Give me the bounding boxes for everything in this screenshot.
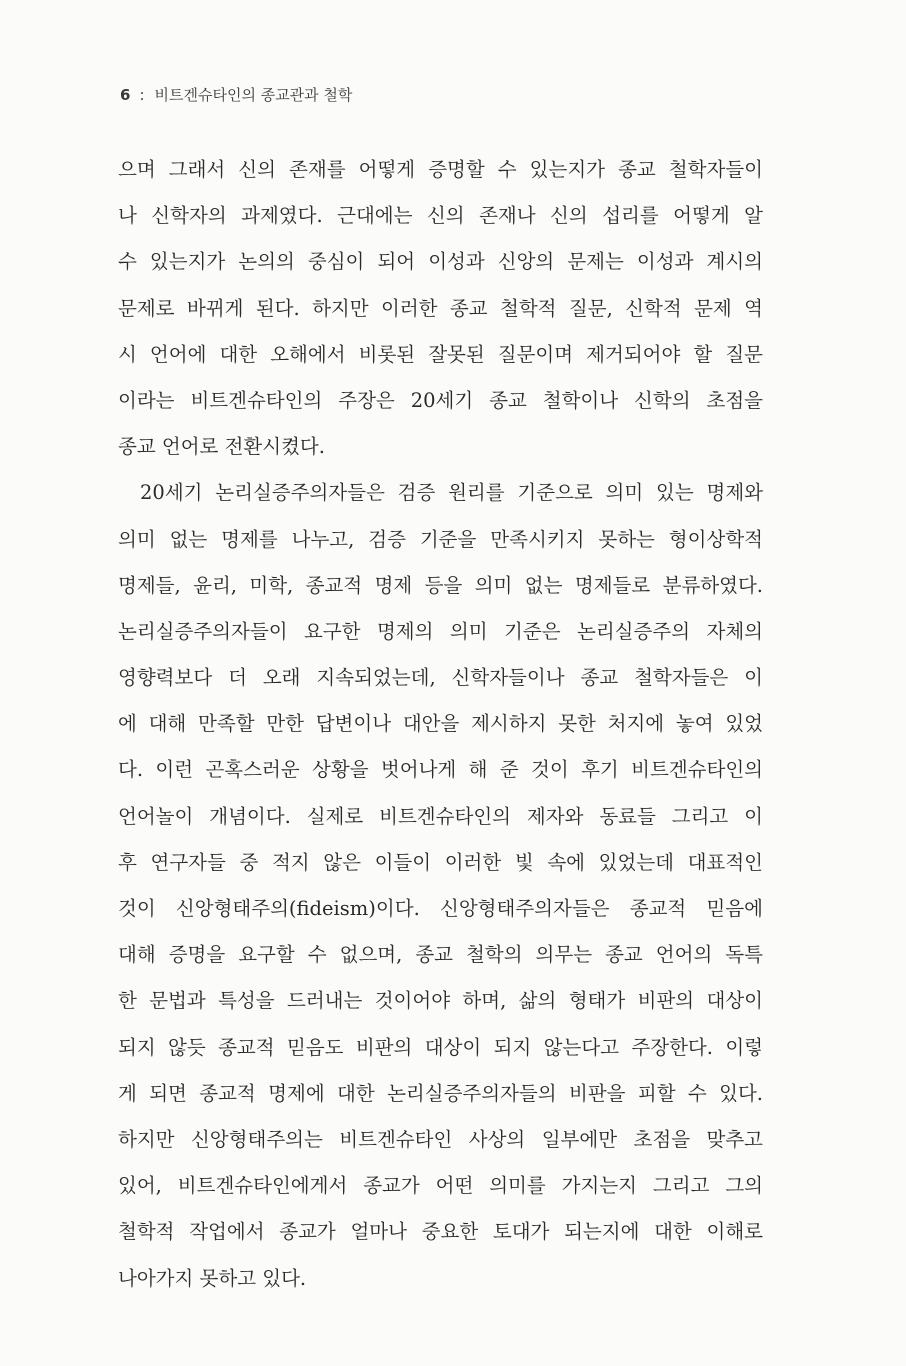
page-number: 6 xyxy=(120,86,131,104)
text-line: 되지 않듯 종교적 믿음도 비판의 대상이 되지 않는다고 주장한다. 이렇 xyxy=(118,1035,763,1059)
paragraph-start-line: 20세기 논리실증주의자들은 검증 원리를 기준으로 의미 있는 명제와 xyxy=(140,481,763,505)
text-line: 명제들, 윤리, 미학, 종교적 명제 등을 의미 없는 명제들로 분류하였다. xyxy=(118,573,763,597)
text-line: 의미 없는 명제를 나누고, 검증 기준을 만족시키지 못하는 형이상학적 xyxy=(118,527,763,551)
text-line: 에 대해 만족할 만한 답변이나 대안을 제시하지 못한 처지에 놓여 있었 xyxy=(118,712,763,736)
text-line: 철학적 작업에서 종교가 얼마나 중요한 토대가 되는지에 대한 이해로 xyxy=(118,1220,763,1244)
text-line: 나 신학자의 과제였다. 근대에는 신의 존재나 신의 섭리를 어떻게 알 xyxy=(118,204,763,228)
body-text xyxy=(118,152,763,1307)
header-separator: : xyxy=(139,86,145,104)
text-line: 수 있는지가 논의의 중심이 되어 이성과 신앙의 문제는 이성과 계시의 xyxy=(118,250,763,274)
text-line: 시 언어에 대한 오해에서 비롯된 잘못된 질문이며 제거되어야 할 질문 xyxy=(118,342,763,366)
text-line: 으며 그래서 신의 존재를 어떻게 증명할 수 있는지가 종교 철학자들이 xyxy=(118,158,763,181)
text-line: 있어, 비트겐슈타인에게서 종교가 어떤 의미를 가지는지 그리고 그의 xyxy=(118,1174,763,1198)
text-line: 게 되면 종교적 명제에 대한 논리실증주의자들의 비판을 피할 수 있다. xyxy=(118,1081,763,1105)
text-line: 하지만 신앙형태주의는 비트겐슈타인 사상의 일부에만 초점을 맞추고 xyxy=(118,1127,763,1151)
paragraph-end-line: 종교 언어로 전환시켰다. xyxy=(118,435,325,459)
text-line: 후 연구자들 중 적지 않은 이들이 이러한 빛 속에 있었는데 대표적인 xyxy=(118,850,763,874)
text-line: 논리실증주의자들이 요구한 명제의 의미 기준은 논리실증주의 자체의 xyxy=(118,619,763,643)
text-line: 다. 이런 곤혹스러운 상황을 벗어나게 해 준 것이 후기 비트겐슈타인의 xyxy=(118,758,763,782)
text-line: 한 문법과 특성을 드러내는 것이어야 하며, 삶의 형태가 비판의 대상이 xyxy=(118,989,763,1013)
text-line: 이라는 비트겐슈타인의 주장은 20세기 종교 철학이나 신학의 초점을 xyxy=(118,388,763,412)
paragraph-end-line: 나아가지 못하고 있다. xyxy=(118,1266,307,1290)
text-line: 문제로 바뀌게 된다. 하지만 이러한 종교 철학적 질문, 신학적 문제 역 xyxy=(118,296,763,320)
text-line: 대해 증명을 요구할 수 없으며, 종교 철학의 의무는 종교 언어의 독특 xyxy=(118,943,763,967)
text-line: 것이 신앙형태주의(fideism)이다. 신앙형태주의자들은 종교적 믿음에 xyxy=(118,897,763,920)
text-line: 영향력보다 더 오래 지속되었는데, 신학자들이나 종교 철학자들은 이 xyxy=(118,666,763,690)
running-header xyxy=(120,84,352,105)
text-line: 언어놀이 개념이다. 실제로 비트겐슈타인의 제자와 동료들 그리고 이 xyxy=(118,804,763,828)
book-title: 비트겐슈타인의 종교관과 철학 xyxy=(154,86,353,104)
